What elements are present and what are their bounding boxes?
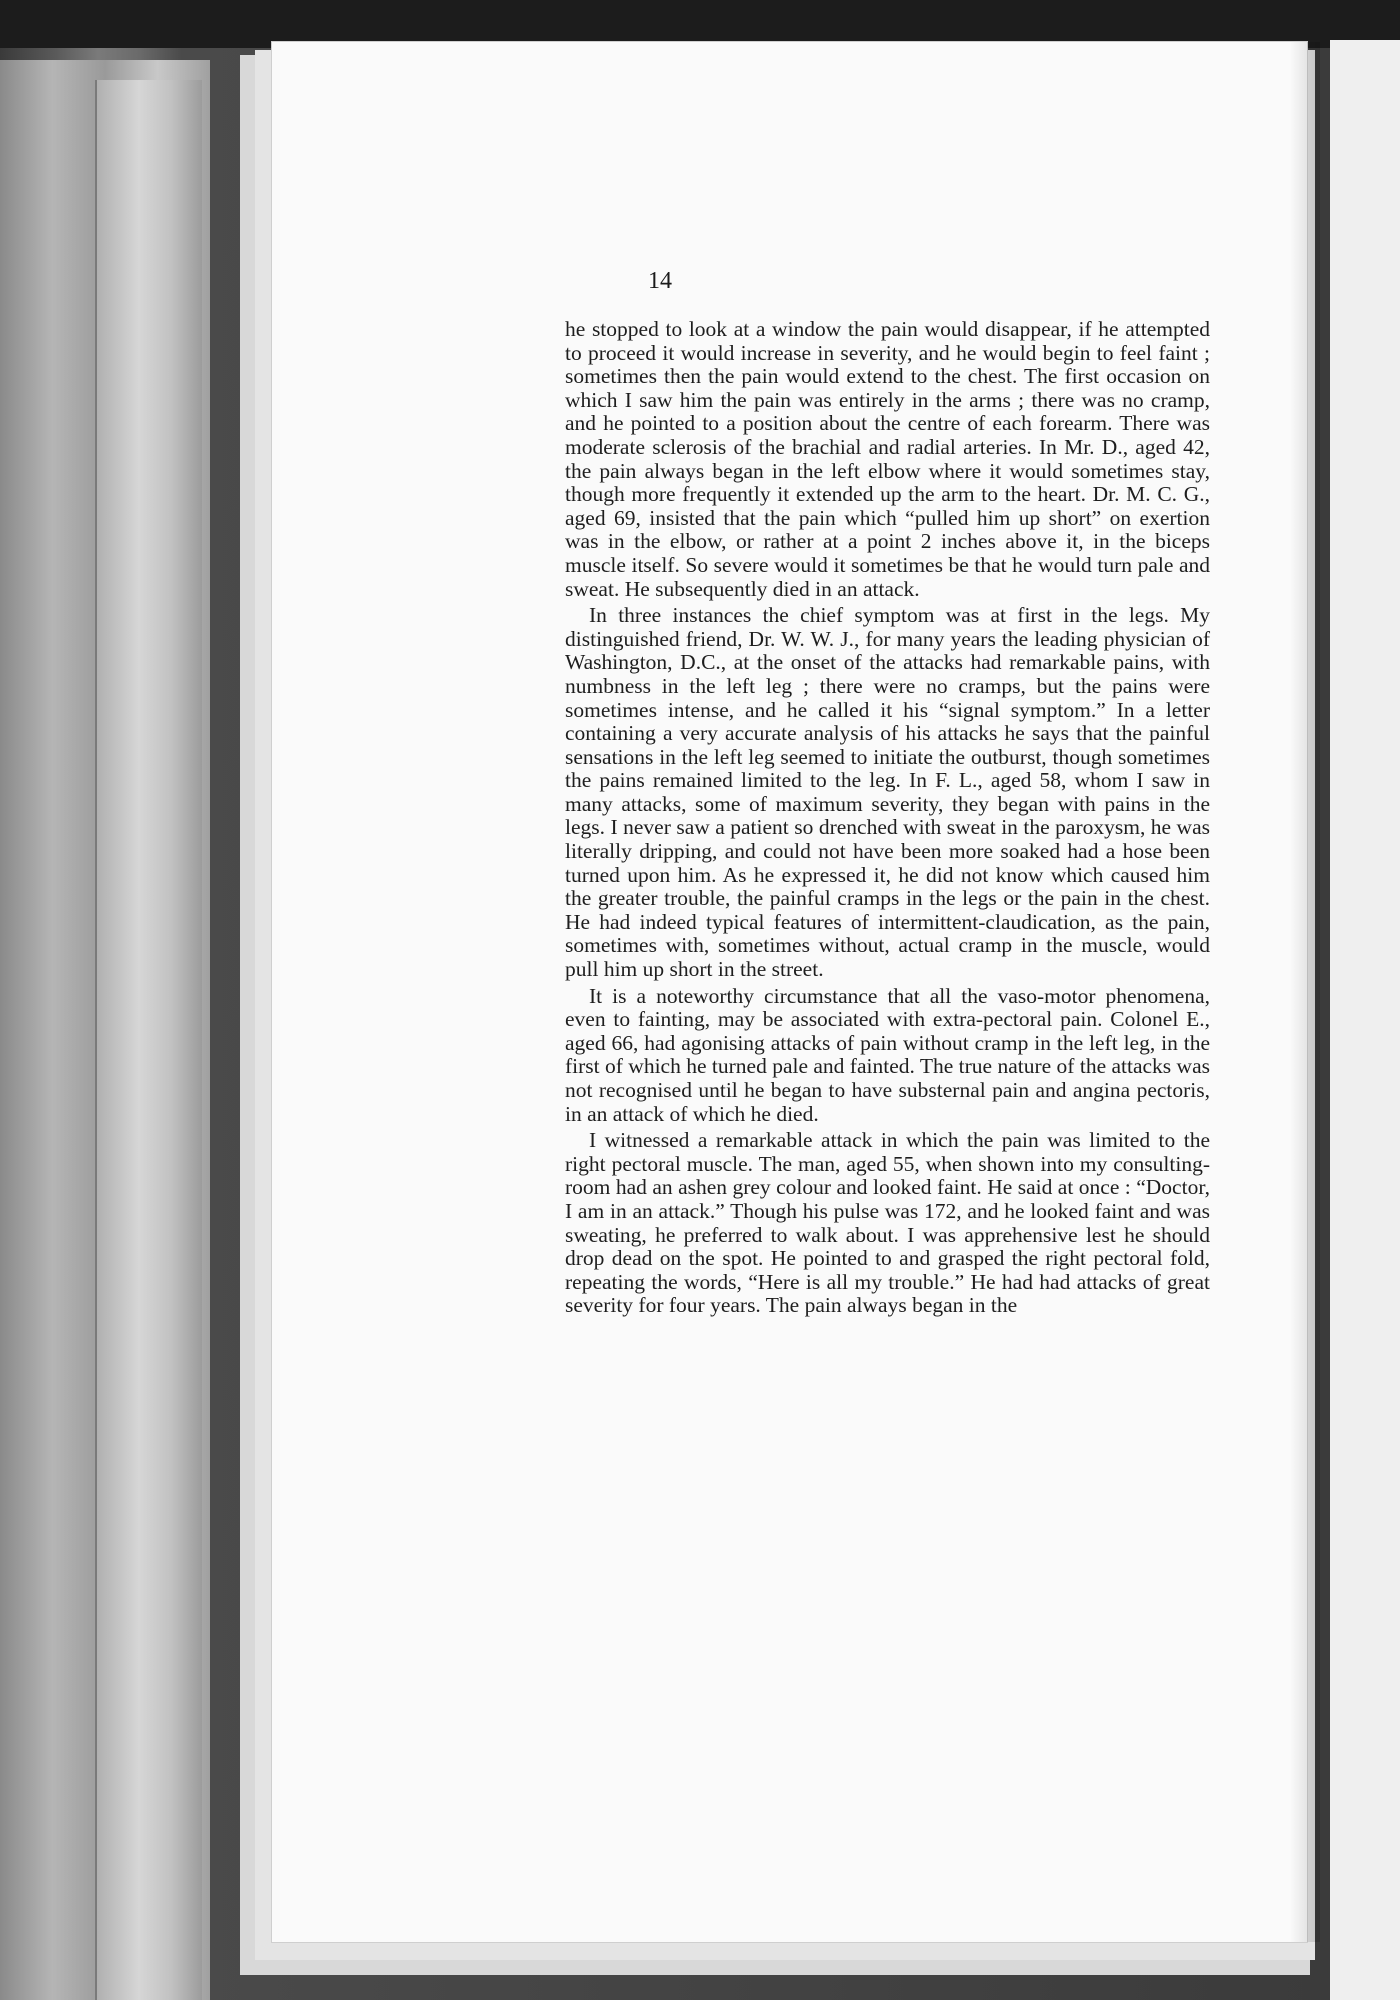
page-body-text: [565, 318, 1210, 1318]
paragraph: It is a noteworthy circumstance that all the vaso-motor phenomena, even to fainting, may be associated with extra-pectoral pain. Colonel E., aged 66, had agonising attacks of pain without cramp in the left leg, in the first of which he turned pale and fainted. The true nature of the attacks was not recognised until he began to have substernal pain and angina pectoris, in an attack of which he died.: [565, 983, 1210, 1126]
facing-page-edge: [1330, 40, 1400, 2000]
scan-top-edge: [0, 0, 1400, 48]
page-number: 14: [648, 268, 672, 294]
paragraph: I witnessed a remarkable attack in which the pain was limited to the right pectoral muscle. The man, aged 55, when shown into my consulting-room had an ashen grey colour and looked faint. He said at once : “Doctor, I am in an attack.” Though his pulse was 172, and he looked faint and was sweating, he preferred to walk about. I was apprehensive lest he should drop dead on the spot. He pointed to and grasped the right pectoral fold, repeating the words, “Here is all my trouble.” He had had attacks of great severity for four years. The pain always began in the: [565, 1128, 1210, 1318]
paragraph: In three instances the chief symptom was at first in the legs. My distinguished friend, Dr. W. W. J., for many years the leading physician of Washington, D.C., at the onset of the attacks had remarkable pains, with numbness in the left leg ; there were no cramps, but the pains were sometimes intense, and he called it his “signal symptom.” In a letter containing a very accurate analysis of his attacks he says that the painful sensations in the left leg seemed to initiate the outburst, though sometimes the pains remained limited to the leg. In F. L., aged 58, whom I saw in many attacks, some of maximum severity, they began with pains in the legs. I never saw a patient so drenched with sweat in the paroxysm, he was literally dripping, and could not have been more soaked had a hose been turned upon him. As he expressed it, he did not know which caused him the greater trouble, the painful cramps in the legs or the pain in the chest. He had indeed typical features of intermittent-claudication, as the pain, sometimes with, sometimes without, actual cramp in the muscle, would pull him up short in the street.: [565, 603, 1210, 982]
page-shadow: [1290, 42, 1320, 1942]
paragraph: he stopped to look at a window the pain would disappear, if he attempted to proceed it would increase in severity, and he would begin to feel faint ; sometimes then the pain would extend to the chest. The first occasion on which I saw him the pain was entirely in the arms ; there was no cramp, and he pointed to a position about the centre of each forearm. There was moderate sclerosis of the brachial and radial arteries. In Mr. D., aged 42, the pain always began in the left elbow where it would sometimes stay, though more frequently it extended up the arm to the heart. Dr. M. C. G., aged 69, insisted that the pain which “pulled him up short” on exertion was in the elbow, or rather at a point 2 inches above it, in the biceps muscle itself. So severe would it sometimes be that he would turn pale and sweat. He subsequently died in an attack.: [565, 317, 1210, 601]
book-spine-edge: [95, 80, 202, 2000]
